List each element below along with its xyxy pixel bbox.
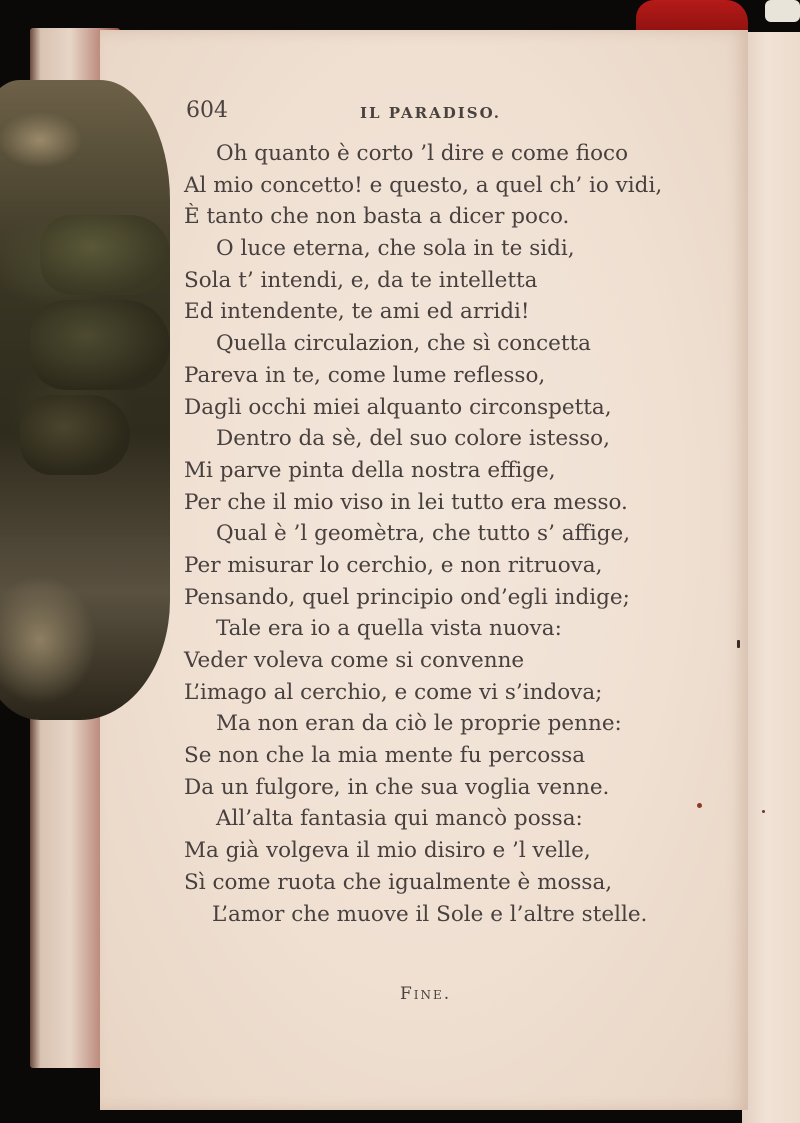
verse-line: Dagli occhi miei alquanto circonspetta, [184, 394, 612, 420]
ink-speck [697, 803, 702, 808]
verse-line: Ma non eran da ciò le proprie penne: [216, 711, 622, 737]
colophon-fine: Fine. [400, 984, 452, 1004]
brass-finger [30, 300, 170, 390]
running-head [186, 98, 686, 128]
verse-line: Sì come ruota che igualmente è mossa, [184, 869, 613, 895]
facing-page-edge [742, 32, 800, 1123]
verse-line: È tanto che non basta a dicer poco. [184, 204, 570, 230]
verse-line: Da un fulgore, in che sua voglia venne. [184, 774, 610, 800]
running-head-title: IL PARADISO. [360, 104, 501, 122]
verse-line: Ed intendente, te ami ed arridi! [184, 299, 530, 325]
verse-line: Tale era io a quella vista nuova: [216, 616, 562, 642]
red-ribbon-bookmark [636, 0, 748, 34]
verse-line: O luce eterna, che sola in te sidi, [216, 236, 575, 262]
brass-finger [40, 215, 170, 295]
verse-line: Pensando, quel principio ond’egli indige; [184, 584, 630, 610]
verse-line: Mi parve pinta della nostra effige, [184, 457, 556, 483]
ink-speck [762, 810, 765, 813]
verse-line: L’amor che muove il Sole e l’altre stelle. [212, 901, 648, 927]
verse-line: Per misurar lo cerchio, e non ritruova, [184, 552, 603, 578]
brass-finger [20, 395, 130, 475]
verse-line: Dentro da sè, del suo colore istesso, [216, 426, 610, 452]
verse-line: Veder voleva come si convenne [184, 648, 525, 673]
verse-line: Pareva in te, come lume reflesso, [184, 362, 546, 388]
verse-line: L’imago al cerchio, e come vi s’indova; [184, 679, 603, 705]
verse-line: Per che il mio viso in lei tutto era messo. [184, 489, 628, 515]
verse-line: Quella circulazion, che sì concetta [216, 331, 591, 357]
verse-line: Se non che la mia mente fu percossa [184, 743, 586, 769]
page-number: 604 [186, 98, 228, 123]
verse-line: All’alta fantasia qui mancò possa: [216, 806, 583, 832]
verse-line: Ma già volgeva il mio disiro e ’l velle, [184, 838, 591, 864]
verse-line: Al mio concetto! e questo, a quel ch’ io vidi, [184, 172, 663, 198]
verse-block [184, 138, 724, 930]
verse-line: Oh quanto è corto ’l dire e come fioco [216, 141, 629, 166]
verse-line: Qual è ’l geomètra, che tutto s’ affige, [216, 521, 631, 547]
ink-speck [737, 640, 740, 648]
white-tassel [765, 0, 800, 22]
verse-line: Sola t’ intendi, e, da te intelletta [184, 267, 538, 293]
